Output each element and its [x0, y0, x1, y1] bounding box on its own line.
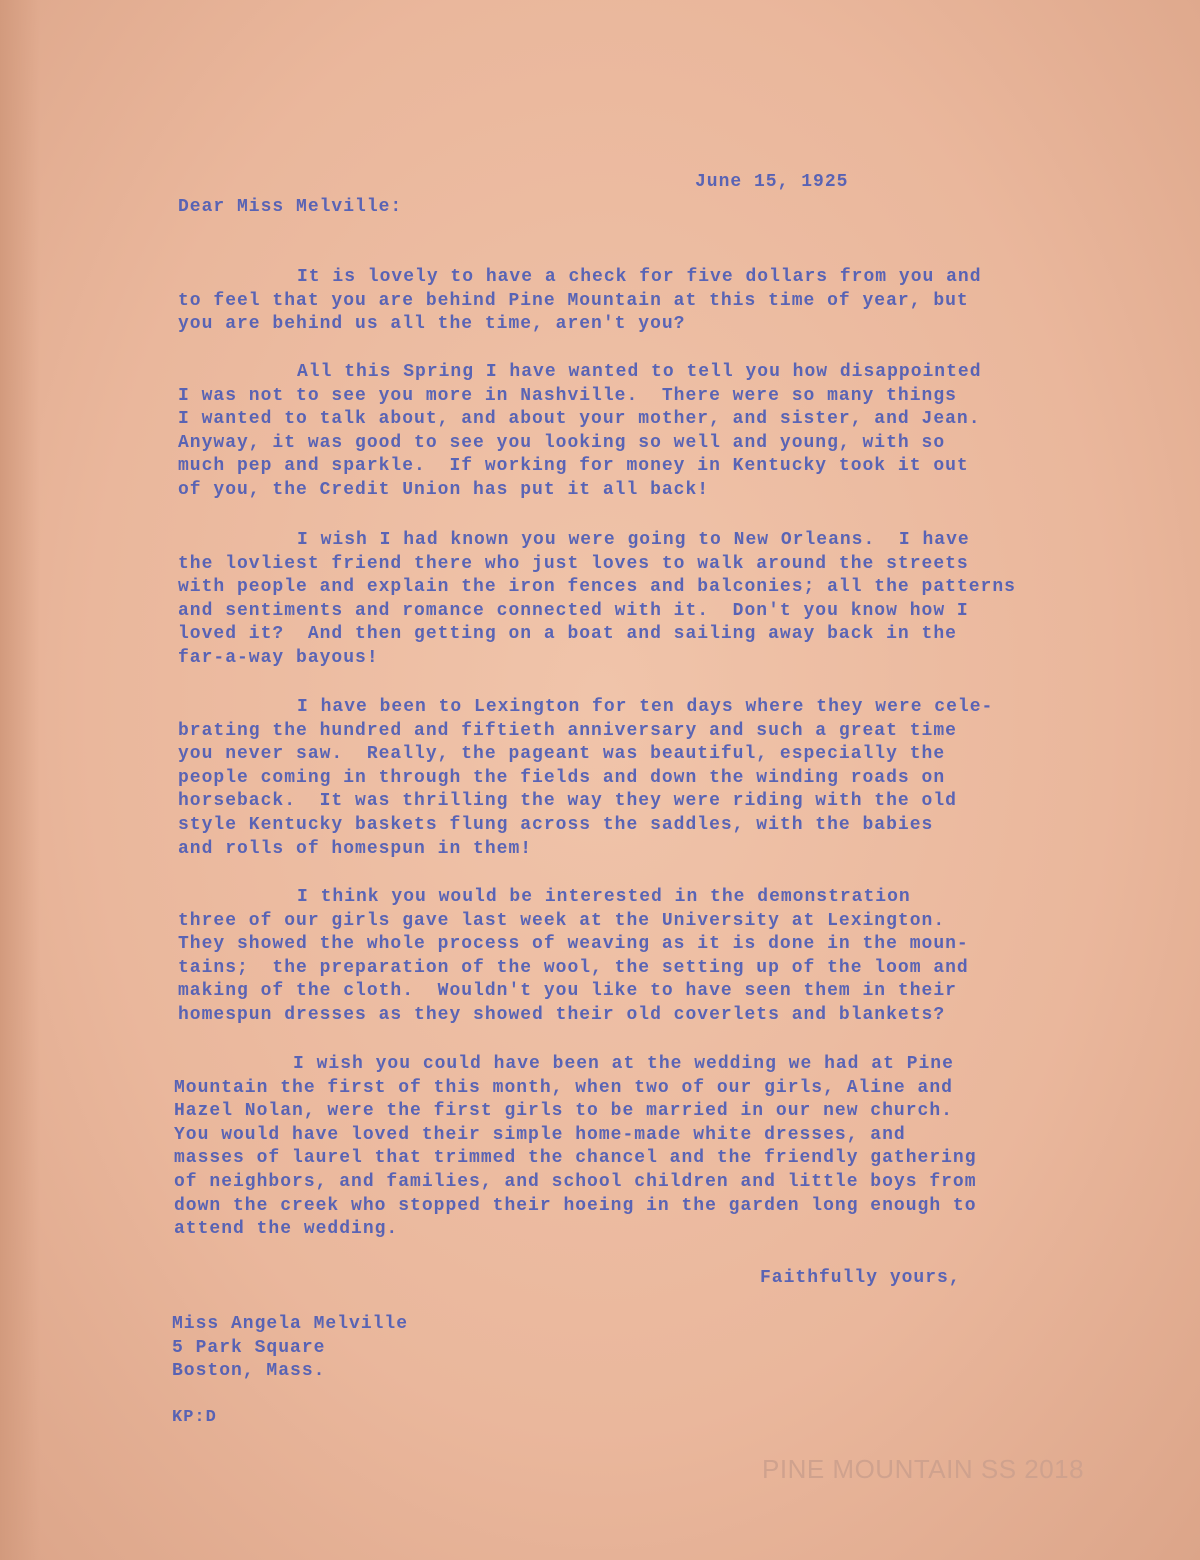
text-line: tains; the preparation of the wool, the setting up of the loom and: [178, 957, 969, 978]
text-line: homespun dresses as they showed their old coverlets and blankets?: [178, 1004, 946, 1025]
text-line: down the creek who stopped their hoeing in the garden long enough to: [174, 1195, 977, 1216]
text-line: far-a-way bayous!: [178, 647, 379, 668]
paragraph-2: [178, 361, 982, 503]
text-line: I wanted to talk about, and about your mother, and sister, and Jean.: [178, 409, 981, 430]
text-line: people coming in through the fields and down the winding roads on: [178, 767, 946, 788]
text-line: It is lovely to have a check for five dollars from you and: [297, 267, 982, 287]
text-line: All this Spring I have wanted to tell you how disappointed: [297, 362, 982, 382]
text-line: I wish you could have been at the wedding we had at Pine: [293, 1054, 954, 1074]
paragraph-3: [178, 529, 1016, 671]
text-line: I think you would be interested in the demonstration: [297, 887, 911, 907]
salutation: Dear Miss Melville:: [178, 197, 403, 217]
text-line: I wish I had known you were going to New Orleans. I have: [297, 530, 970, 550]
text-line: attend the wedding.: [174, 1219, 399, 1240]
text-line: you are behind us all the time, aren't you?: [178, 314, 686, 335]
typist-initials: KP:D: [172, 1408, 217, 1427]
text-line: Hazel Nolan, were the first girls to be married in our new church.: [174, 1101, 953, 1122]
paragraph-5: [178, 886, 969, 1028]
letter-date: June 15, 1925: [695, 172, 849, 192]
text-line: of neighbors, and families, and school children and little boys from: [174, 1171, 977, 1192]
text-line: and sentiments and romance connected with it. Don't you know how I: [178, 600, 969, 621]
text-line: brating the hundred and fiftieth anniversary and such a great time: [178, 720, 957, 741]
text-line: making of the cloth. Wouldn't you like to have seen them in their: [178, 981, 957, 1002]
text-line: Mountain the first of this month, when two of our girls, Aline and: [174, 1077, 953, 1098]
text-line: horseback. It was thrilling the way they were riding with the old: [178, 791, 957, 812]
watermark: PINE MOUNTAIN SS 2018: [762, 1454, 1085, 1484]
text-line: of you, the Credit Union has put it all back!: [178, 479, 710, 500]
text-line: you never saw. Really, the pageant was beautiful, especially the: [178, 744, 946, 765]
paragraph-4: [178, 696, 993, 861]
text-line: I was not to see you more in Nashville. There were so many things: [178, 385, 957, 406]
text-line: three of our girls gave last week at the University at Lexington.: [178, 910, 946, 931]
text-line: style Kentucky baskets flung across the saddles, with the babies: [178, 814, 934, 835]
address-line: Miss Angela Melville: [172, 1314, 409, 1334]
text-line: to feel that you are behind Pine Mountain at this time of year, but: [178, 290, 969, 311]
text-line: much pep and sparkle. If working for money in Kentucky took it out: [178, 456, 969, 477]
text-line: Anyway, it was good to see you looking so well and young, with so: [178, 432, 946, 453]
text-line: and rolls of homespun in them!: [178, 838, 533, 859]
page-edge-shadow: [0, 0, 40, 1560]
paragraph-6: [174, 1053, 977, 1242]
text-line: the lovliest friend there who just loves to walk around the streets: [178, 553, 969, 574]
recipient-address: [172, 1313, 408, 1384]
paragraph-1: [178, 266, 982, 337]
text-line: masses of laurel that trimmed the chancel and the friendly gathering: [174, 1148, 977, 1169]
text-line: I have been to Lexington for ten days where they were cele-: [297, 697, 994, 717]
text-line: loved it? And then getting on a boat and sailing away back in the: [178, 624, 957, 645]
closing: Faithfully yours,: [760, 1268, 961, 1288]
text-line: with people and explain the iron fences and balconies; all the patterns: [178, 577, 1016, 598]
address-line: 5 Park Square: [172, 1337, 326, 1358]
text-line: You would have loved their simple home-made white dresses, and: [174, 1124, 906, 1145]
address-line: Boston, Mass.: [172, 1361, 326, 1382]
text-line: They showed the whole process of weaving as it is done in the moun-: [178, 934, 969, 955]
